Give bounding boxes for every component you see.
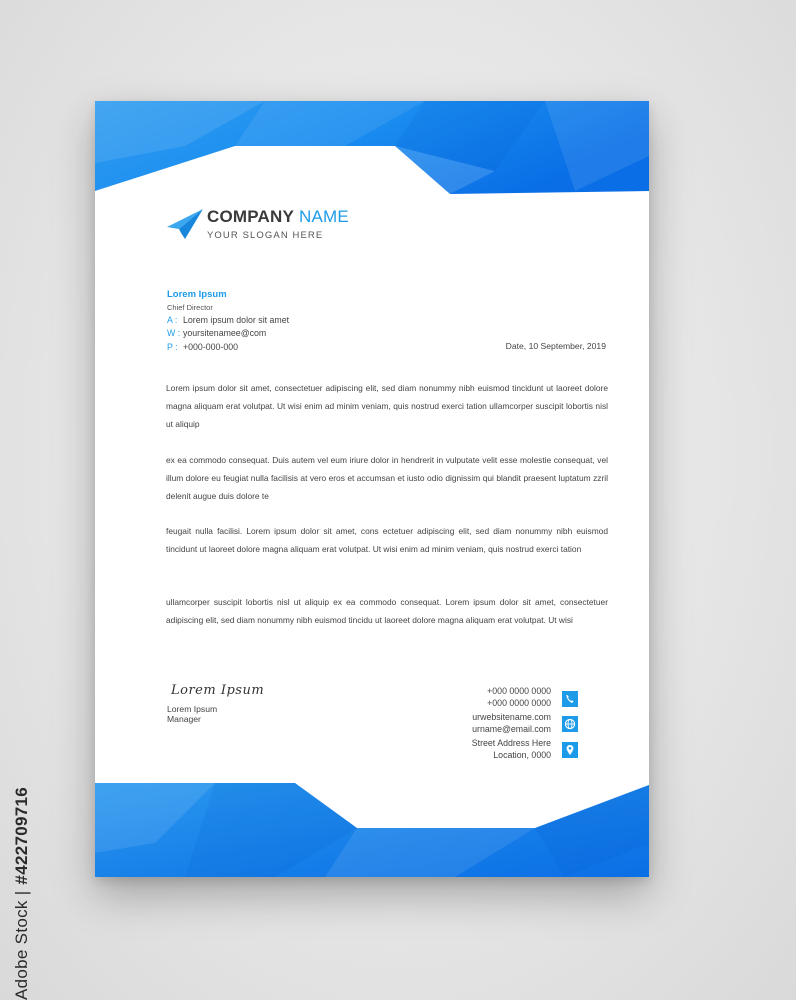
sender-name: Lorem Ipsum bbox=[167, 289, 227, 300]
sender-website: W : yoursitenamee@com bbox=[167, 328, 267, 338]
sender-address: A : Lorem ipsum dolor sit amet bbox=[167, 315, 290, 325]
letterhead-page bbox=[95, 101, 649, 877]
company-slogan: YOUR SLOGAN HERE bbox=[207, 230, 324, 241]
footer-email: urname@email.com bbox=[472, 724, 551, 734]
signer-role: Manager bbox=[167, 714, 201, 724]
sender-title: Chief Director bbox=[167, 303, 213, 312]
company-name: COMPANY NAME bbox=[207, 207, 349, 226]
top-header-graphic bbox=[95, 101, 649, 196]
phone-icon bbox=[562, 691, 578, 707]
signature: Lorem Ipsum bbox=[171, 683, 265, 698]
body-paragraph: Lorem ipsum dolor sit amet, consectetuer adipiscing elit, sed diam nonummy nibh euismod tincidunt ut laoreet dolore magna aliquam erat volutpat. Ut wisi enim ad minim veniam, quis nostrud exerci tation ullamcorper suscipit lobortis nisl ut aliquip bbox=[166, 383, 608, 429]
footer-phone-1: +000 0000 0000 bbox=[487, 686, 551, 696]
letter-date: Date, 10 September, 2019 bbox=[505, 341, 606, 351]
footer-website: urwebsitename.com bbox=[472, 712, 551, 722]
globe-icon bbox=[562, 716, 578, 732]
footer-phone-2: +000 0000 0000 bbox=[487, 698, 551, 708]
sender-phone: P : +000-000-000 bbox=[167, 342, 239, 352]
body-paragraph: feugait nulla facilisi. Lorem ipsum dolor sit amet, cons ectetuer adipiscing elit, sed diam nonummy nibh euismod tincidunt ut laoreet dolore magna aliquam erat volutpat. Ut wisi enim ad minim veniam, quis nostrud exerci tation bbox=[166, 526, 608, 554]
stock-id-label: Adobe Stock |#422709716 bbox=[12, 787, 31, 1000]
signer-name: Lorem Ipsum bbox=[167, 704, 218, 714]
location-pin-icon bbox=[562, 742, 578, 758]
footer-location: Location, 0000 bbox=[493, 750, 551, 760]
bottom-footer-graphic bbox=[95, 783, 649, 877]
body-paragraph: ullamcorper suscipit lobortis nisl ut aliquip ex ea commodo consequat. Lorem ipsum dolor sit amet, consectetuer adipiscing elit, sed diam nonummy nibh euismod tincidu ut laoreet dolore magna aliquam erat volutpat. Ut wisi bbox=[166, 597, 608, 625]
body-paragraph: ex ea commodo consequat. Duis autem vel eum iriure dolor in hendrerit in vulputate velit esse molestie consequat, vel illum dolore eu feugiat nulla facilisis at vero eros et accumsan et iusto odio dignissim qui blandit praesent luptatum zzril delenit augue duis dolore te bbox=[166, 455, 608, 501]
footer-street: Street Address Here bbox=[471, 738, 551, 748]
paper-plane-icon bbox=[165, 207, 205, 241]
